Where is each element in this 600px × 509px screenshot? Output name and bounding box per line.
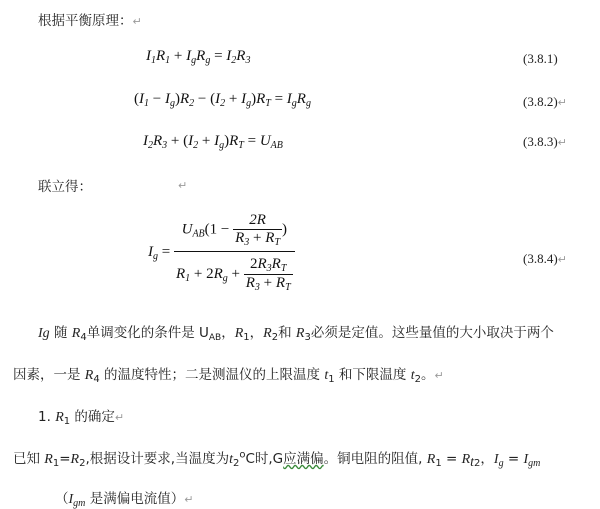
paragraph-3: （$I_{gm}$ 是满偏电流值）↵ — [55, 491, 194, 509]
anchor-mark: ↵ — [178, 179, 188, 192]
return-mark: ↵ — [132, 15, 142, 28]
paragraph-2: 已知 $R_1=R_2$,根据设计要求,当温度为$t_2^oC$时,G应满偏。铜电阻的阻值, $R_1 = R_{t2}$，$I_g = I_{gm}$ — [13, 449, 541, 470]
equation-2: $(I_1 - I_g)R_2 - (I_2 + I_g)R_T = I_gR_g$ — [134, 91, 311, 109]
paragraph-1-line-2: 因素，一是 $R_4$ 的温度特性；二是测温仪的上限温度 $t_1$ 和下限温度 $t_2$。↵ — [13, 367, 444, 385]
paragraph-1-line-1: Ig 随 $R_4$单调变化的条件是 $U_{AB}$，$R_1$，$R_2$和 $R_3$必须是定值。这些量值的大小取决于两个 — [38, 325, 554, 343]
equation-4: $I_g$ = $U_{AB}(1$ − $\frac{2R}{R_3 + R_T}$ ) $R_1 + 2R_g$ + $\frac{2R_3R_T}{R_3 + R_T}$ — [148, 212, 295, 293]
intro-line — [38, 9, 142, 29]
equation-3: $I_2R_3 + (I_2 + I_g)R_T = U_{AB}$ — [143, 133, 283, 151]
equation-4-number: (3.8.4)↵ — [523, 251, 567, 266]
main-fraction: $U_{AB}(1$ − $\frac{2R}{R_3 + R_T}$ ) $R_1 + 2R_g$ + $\frac{2R_3R_T}{R_3 + R_T}$ — [174, 212, 295, 293]
equation-1-number: (3.8.1) — [523, 51, 558, 66]
equation-1: $I_1R_1 + I_gR_g = I_2R_3$ — [146, 48, 251, 66]
combine-label: 联立得： — [38, 179, 92, 195]
principle-heading: 根据平衡原理： — [38, 13, 133, 29]
section-heading: 1. $R_1$ 的确定↵ — [38, 409, 125, 427]
equation-3-number: (3.8.3)↵ — [523, 134, 567, 149]
equation-2-number: (3.8.2)↵ — [523, 94, 567, 109]
